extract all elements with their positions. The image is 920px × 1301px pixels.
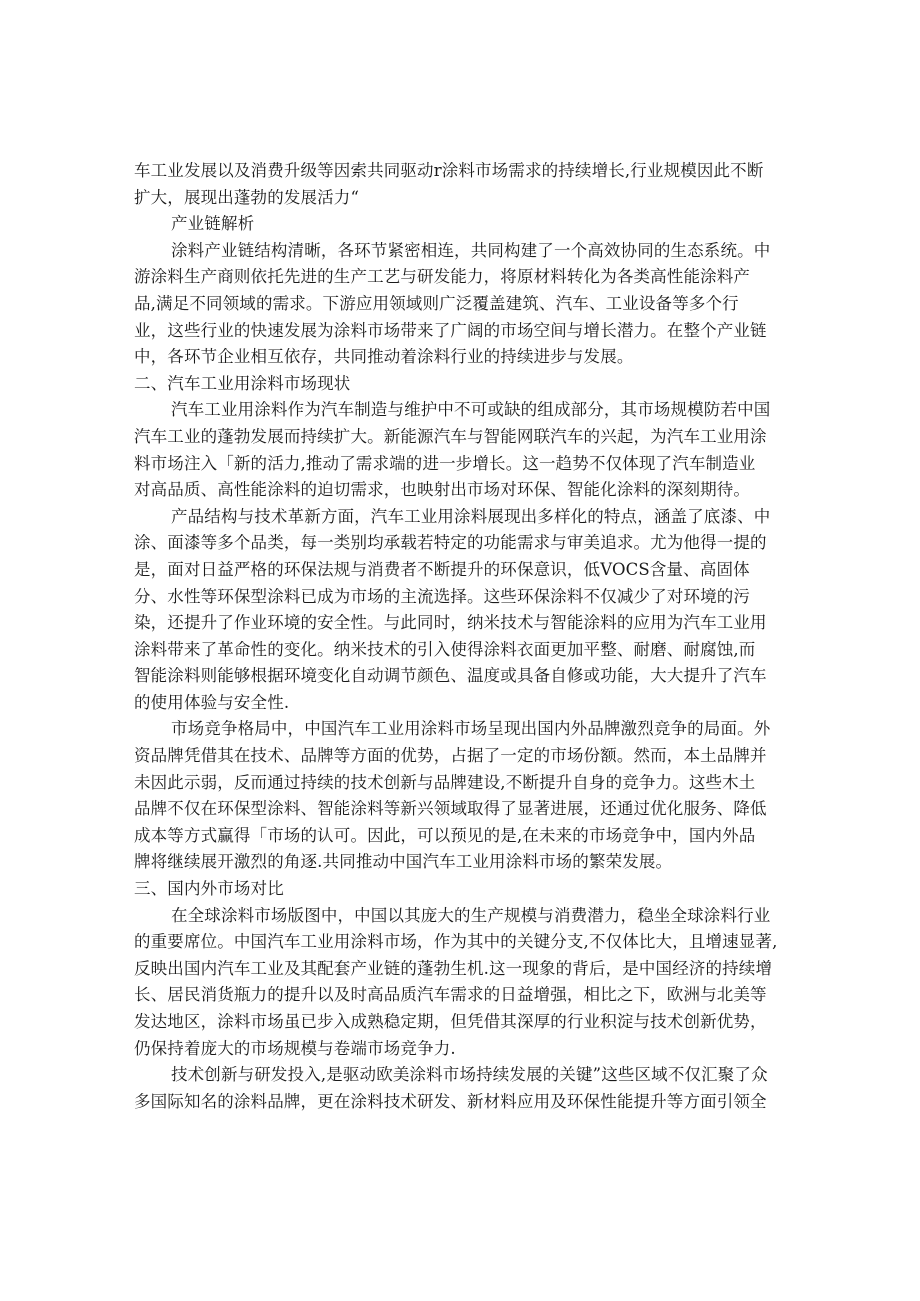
text-line: 三、国内外市场对比: [134, 879, 284, 899]
text-line: 涂、面漆等多个品类，每一类别均承载若特定的功能需求与审美追求。尤为他得一提的: [134, 533, 767, 553]
text-line: 品牌不仅在环保型涂料、智能涂料等新兴领域取得了显著进展，还通过优化服务、降低: [134, 799, 767, 819]
text-line: 在全球涂料市场版图中，中国以其庞大的生产规模与消费潜力，稳坐全球涂料行业: [171, 905, 771, 925]
text-line: 发达地区，涂料市场虽已步入成熟稳定期，但凭借其深厚的行业积淀与技术创新优势，: [134, 1012, 767, 1031]
text-line: 车工业发展以及消费升级等因索共同驱动r涂料市场需求的持续增长,行业规模因此不断: [134, 161, 764, 180]
text-line: 扩大，展现出蓬勃的发展活力“: [134, 187, 360, 207]
text-line: 产品结构与技术革新方面，汽车工业用涂料展现出多样化的特点，涵盖了底漆、中: [171, 506, 771, 526]
text-line: 汽车工业的蓬勃发展而持续扩大。新能源汽车与智能网联汽车的兴起，为汽车工业用涂: [134, 426, 767, 446]
text-line: 长、居民消货瓶力的提升以及时高品质汽车需求的日益增强，相比之下，欧洲与北美等: [134, 985, 767, 1005]
text-line: 仍保持着庞大的市场规模与卷端市场竞争力.: [134, 1038, 456, 1058]
text-line: 涂料带来了革命性的变化。纳米技术的引入使得涂料衣面更加平整、耐磨、耐腐蚀,而: [134, 639, 756, 659]
text-line: 涂料产业链结构清晰，各环节紧密相连，共同构建了一个高效协同的生态系统。中: [171, 240, 771, 260]
text-line: 料市场注入「新的活力,推动了需求端的进一步增长。这一趋势不仅体现了汽车制造业: [134, 453, 756, 473]
text-line: 游涂料生产商则依托先进的生产工艺与研发能力，将原材料转化为各类高性能涂料产: [134, 267, 751, 287]
text-line: 二、汽车工业用涂料市场现状: [134, 373, 351, 393]
text-line: 多国际知名的涂料品牌，更在涂料技术研发、新材料应用及环保性能提升等方面引领全: [134, 1091, 767, 1111]
text-line: 业，这些行业的快速发展为涂料市场带来了广阔的市场空间与增长潜力。在整个产业链: [134, 320, 767, 340]
text-line: 中，各环节企业相互依存，共同推动着涂料行业的持续进步与发展。: [134, 347, 634, 367]
document-body: [134, 158, 790, 1115]
text-line: 染，还提升了作业环境的安全性。与此同时，纳米技术与智能涂料的应用为汽车工业用: [134, 613, 767, 633]
text-line: 的重要席位。中国汽车工业用涂料市场，作为其中的关键分支,不仅体比大，且增速显著,: [134, 932, 778, 952]
text-line: 牌将继续展开激烈的角逐.共同推动中国汽车工业用涂料市场的繁荣发展。: [134, 852, 673, 872]
text-line: 是，面对日益严格的环保法规与消费者不断提升的环保意识，低VOCS含量、高固体: [134, 559, 750, 579]
text-line: 技术创新与研发投入,是驱动欧美涂料市场持续发展的关键”这些区域不仅汇聚了众: [171, 1065, 768, 1085]
text-line: 分、水性等环保型涂料已成为市场的主流选择。这些环保涂料不仅减少了对环境的污: [134, 586, 751, 606]
text-line: 汽车工业用涂料作为汽车制造与维护中不可或缺的组成部分，其市场规模防若中国: [171, 400, 771, 420]
text-line: 智能涂料则能够根据环境变化自动调节颜色、温度或具备自修或功能，大大提升了汽车: [134, 666, 767, 686]
text-line: 市场竞争格局中，中国汽车工业用涂料市场呈现出国内外品牌激烈竞争的局面。外: [171, 719, 771, 739]
text-line: 资品牌凭借其在技术、品牌等方面的优势，占据了一定的市场份额。然而，本土品牌并: [134, 746, 767, 766]
text-line: 对高品质、高性能涂料的迫切需求，也映射出市场对环保、智能化涂料的深刻期待。: [134, 480, 751, 500]
text-line: 未因此示弱，反而通过持续的技术创新与品牌建设,不断提升自身的竞争力。这些木土: [134, 772, 756, 792]
text-line: 成本等方式赢得「市场的认可。因此，可以预见的是,在未来的市场竞争中，国内外品: [134, 825, 756, 845]
text-line: 产业链解析: [171, 214, 255, 234]
text-line: 的使用体验与安全性.: [134, 692, 290, 712]
text-line: 品,满足不同领域的需求。下游应用领域则广泛覆盖建筑、汽车、工业设备等多个行: [134, 293, 739, 313]
text-line: 反映出国内汽车工业及其配套产业链的蓬勃生机.这一现象的背后，是中国经济的持续增: [134, 958, 773, 978]
